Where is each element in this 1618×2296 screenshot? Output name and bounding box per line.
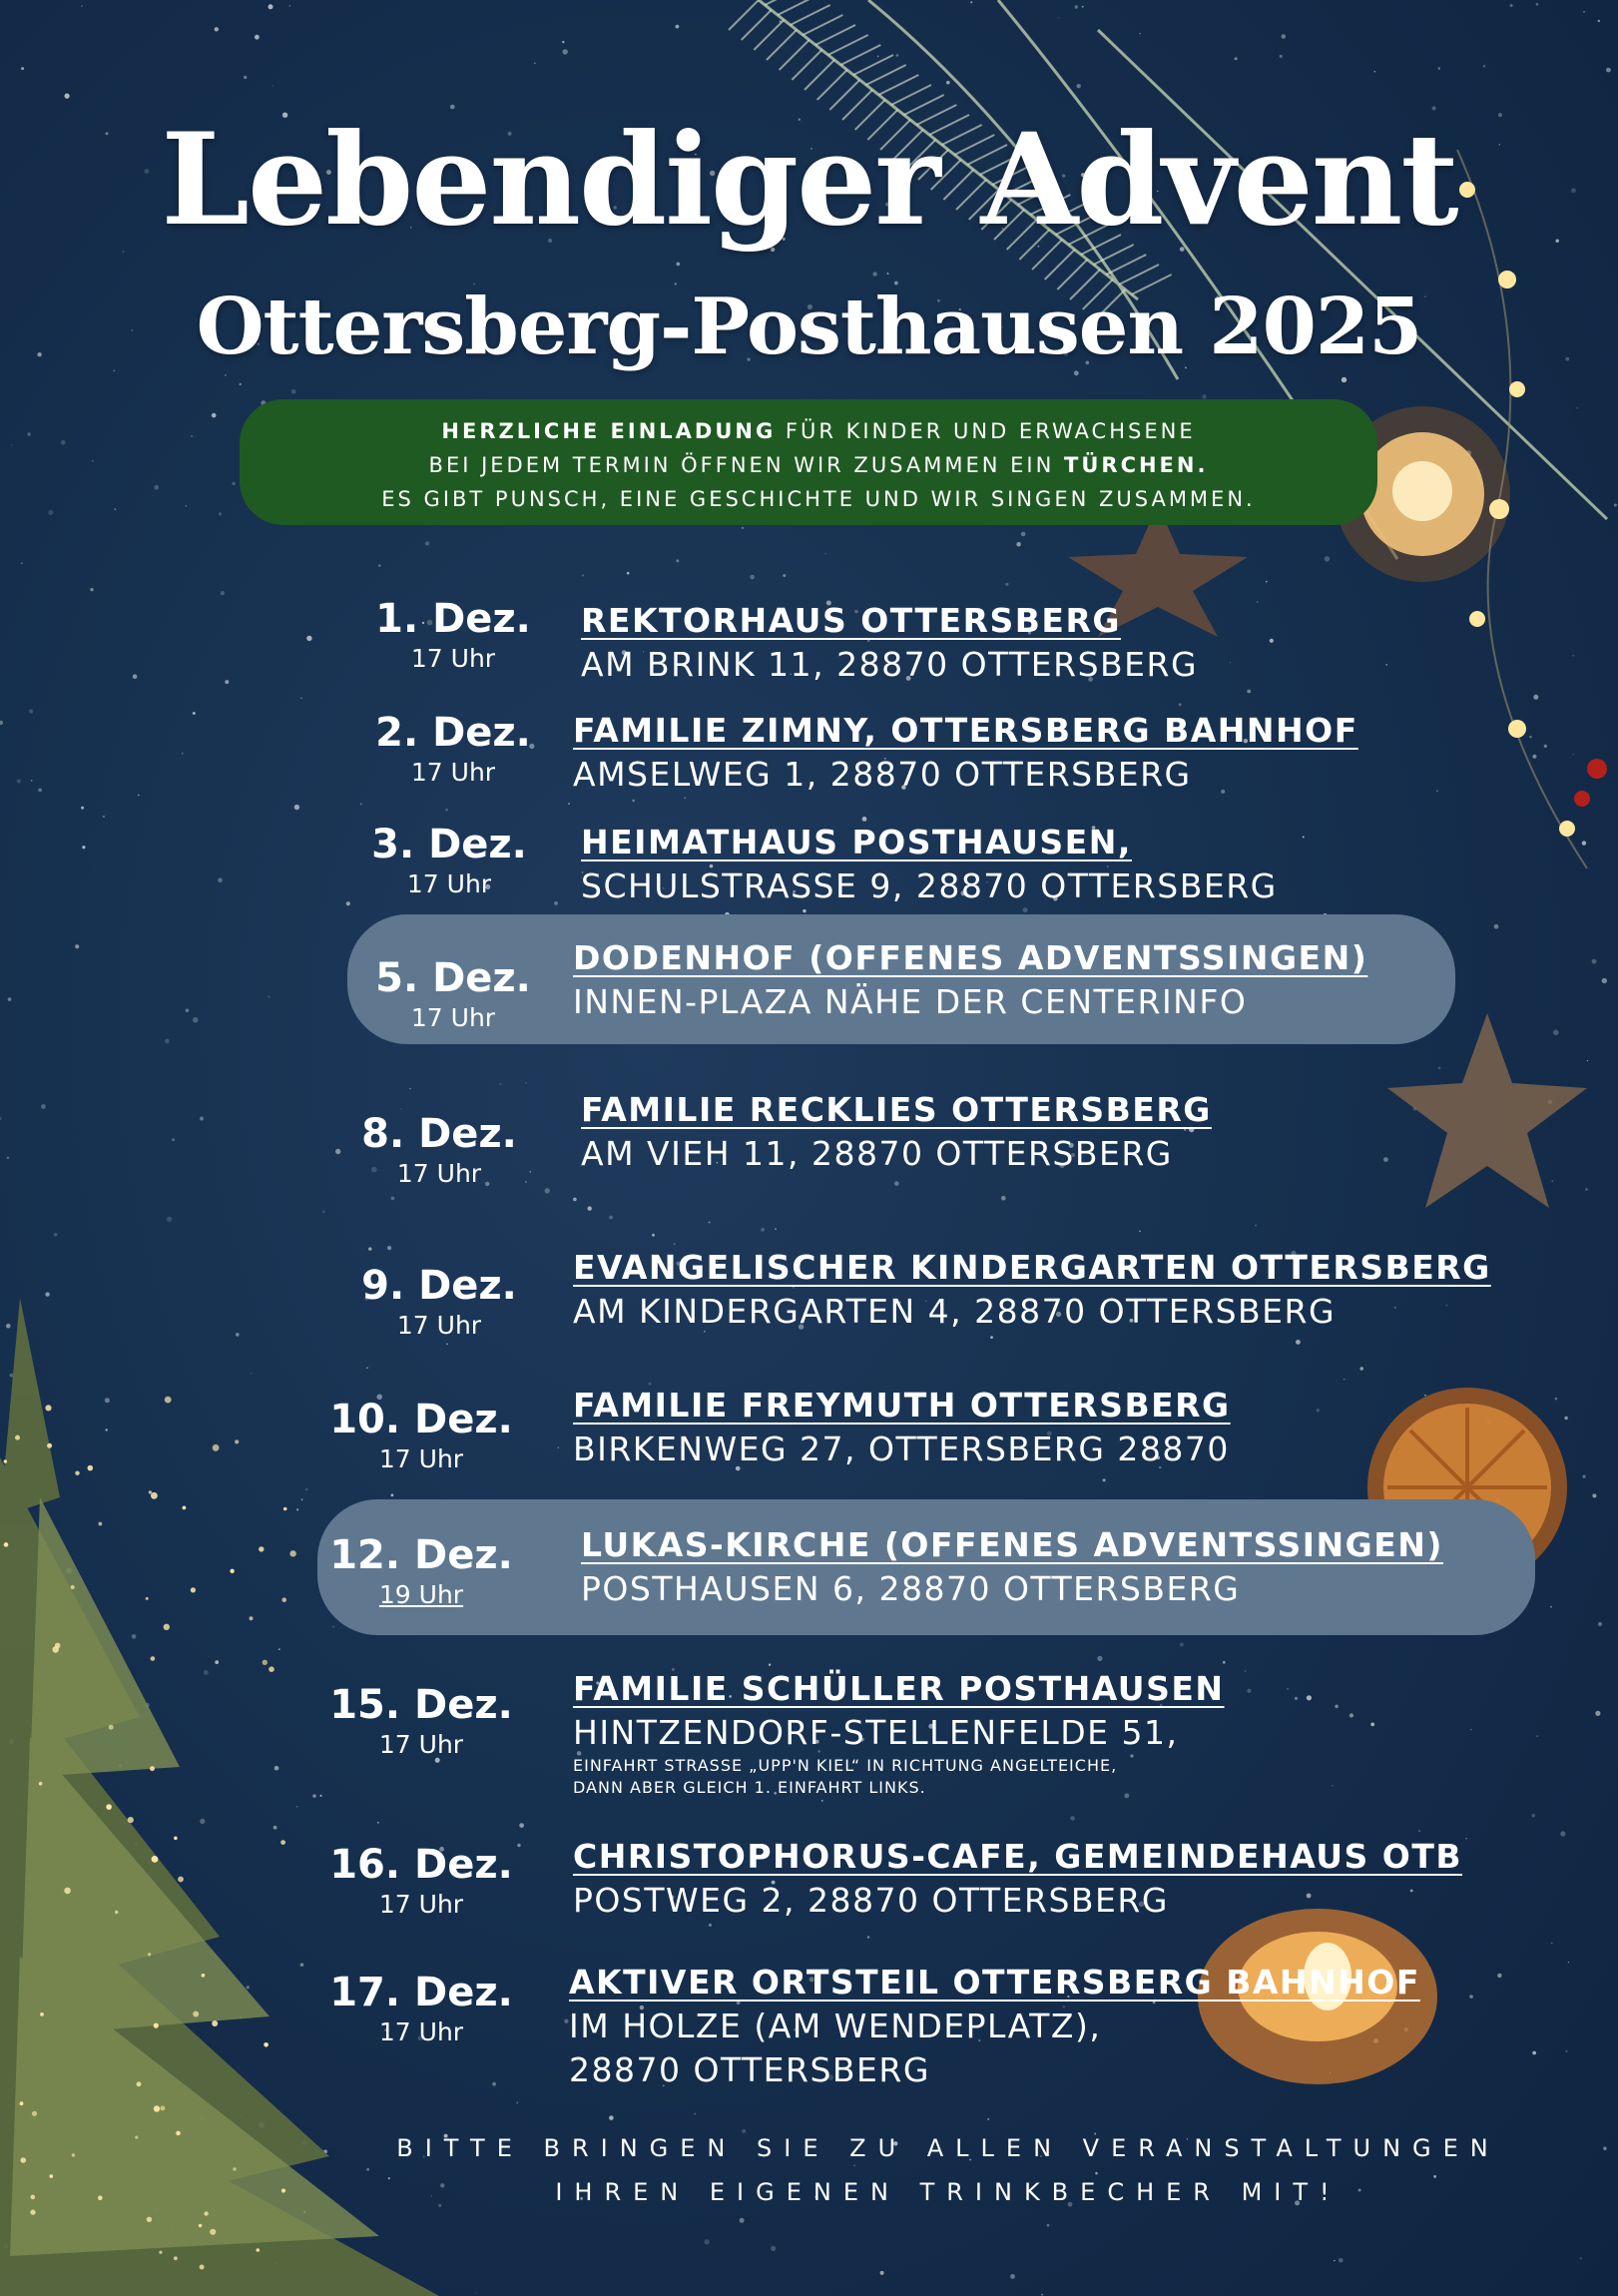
footer-line-1: BITTE BRINGEN SIE ZU ALLEN VERANSTALTUNGEN (396, 2134, 1500, 2162)
event-venue: FAMILIE RECKLIES OTTERSBERG (581, 1090, 1212, 1129)
event-date: 2. Dez. (375, 710, 531, 756)
event-time: 17 Uhr (378, 2017, 464, 2046)
event-location (581, 599, 1198, 687)
event-note: DANN ABER GLEICH 1. EINFAHRT LINKS. (573, 1778, 926, 1797)
event-date: 12. Dez. (329, 1532, 513, 1578)
invitation-bold-1: HERZLICHE EINLADUNG (441, 419, 777, 443)
event-address: AMSELWEG 1, 28870 OTTERSBERG (573, 755, 1192, 794)
event-date-block (349, 821, 549, 900)
event-location (569, 1961, 1420, 2092)
invitation-start-2: BEI JEDEM TERMIN ÖFFNEN WIR ZUSAMMEN EIN (428, 453, 1065, 477)
event-venue: AKTIVER ORTSTEIL OTTERSBERG BAHNHOF (569, 1963, 1420, 2002)
event-time: 17 Uhr (378, 1730, 464, 1759)
event-location (573, 1246, 1491, 1334)
event-date-block (353, 709, 553, 789)
invitation-line-1 (329, 414, 1308, 448)
event-date: 9. Dez. (361, 1263, 517, 1309)
event-time: 17 Uhr (410, 644, 496, 673)
event-date-block (353, 595, 553, 675)
event-time: 17 Uhr (378, 1890, 464, 1919)
string-lights-decoration (1437, 150, 1618, 868)
invitation-text (329, 414, 1308, 516)
event-location (581, 821, 1278, 908)
event-address: AM BRINK 11, 28870 OTTERSBERG (581, 645, 1199, 684)
event-note: EINFAHRT STRASSE „UPP'N KIEL“ IN RICHTUNG ANGELTEICHE, (573, 1756, 1118, 1775)
event-date-block (321, 1531, 521, 1611)
invitation-bold-2: TÜRCHEN. (1064, 453, 1209, 477)
event-address-line-2: 28870 OTTERSBERG (569, 2050, 930, 2089)
event-time: 17 Uhr (396, 1159, 482, 1188)
page-subtitle: Ottersberg-Posthausen 2025 (196, 282, 1422, 372)
event-address: INNEN-PLAZA NÄHE DER CENTERINFO (573, 982, 1248, 1021)
event-date: 17. Dez. (329, 1970, 513, 2015)
event-location (573, 1667, 1225, 1799)
event-address: POSTHAUSEN 6, 28870 OTTERSBERG (581, 1569, 1241, 1608)
footer-line-2: IHREN EIGENEN TRINKBECHER MIT! (555, 2178, 1342, 2206)
event-venue: LUKAS-KIRCHE (OFFENES ADVENTSSINGEN) (581, 1525, 1443, 1564)
event-date-block (321, 1396, 521, 1475)
event-time: 17 Uhr (396, 1311, 482, 1340)
event-location (581, 1523, 1443, 1611)
event-time: 17 Uhr (410, 758, 496, 787)
event-location (573, 1835, 1462, 1923)
event-venue: CHRISTOPHORUS-CAFE, GEMEINDEHAUS OTB (573, 1837, 1463, 1876)
event-date: 1. Dez. (375, 596, 531, 642)
event-venue: FAMILIE FREYMUTH OTTERSBERG (573, 1386, 1231, 1425)
event-date-block (353, 954, 553, 1034)
event-date: 8. Dez. (361, 1111, 517, 1157)
event-time: 17 Uhr (406, 869, 492, 898)
event-location (573, 1384, 1231, 1471)
footer-note (339, 2126, 1557, 2214)
event-location (573, 936, 1367, 1024)
page-title: Lebendiger Advent (161, 106, 1457, 254)
event-location (581, 1088, 1212, 1176)
event-venue: DODENHOF (OFFENES ADVENTSSINGEN) (573, 938, 1368, 977)
event-time: 17 Uhr (410, 1003, 496, 1032)
event-address: AM KINDERGARTEN 4, 28870 OTTERSBERG (573, 1292, 1337, 1331)
event-time: 19 Uhr (378, 1580, 464, 1609)
event-time: 17 Uhr (378, 1444, 464, 1473)
event-date-block (339, 1110, 539, 1190)
event-date: 10. Dez. (329, 1397, 513, 1442)
event-date: 15. Dez. (329, 1682, 513, 1728)
event-address: BIRKENWEG 27, OTTERSBERG 28870 (573, 1430, 1230, 1468)
event-date: 16. Dez. (329, 1842, 513, 1888)
event-date-block (321, 1681, 521, 1761)
event-address: IM HOLZE (AM WENDEPLATZ), (569, 2007, 1102, 2045)
event-venue: REKTORHAUS OTTERSBERG (581, 601, 1121, 640)
event-date: 5. Dez. (375, 955, 531, 1001)
event-address: HINTZENDORF-STELLENFELDE 51, (573, 1713, 1179, 1752)
invitation-rest-1: FÜR KINDER UND ERWACHSENE (776, 419, 1196, 443)
event-date: 3. Dez. (371, 822, 527, 867)
invitation-line-3: ES GIBT PUNSCH, EINE GESCHICHTE UND WIR SINGEN ZUSAMMEN. (381, 487, 1256, 511)
event-venue: FAMILIE SCHÜLLER POSTHAUSEN (573, 1669, 1225, 1708)
event-address: POSTWEG 2, 28870 OTTERSBERG (573, 1881, 1169, 1920)
event-address: AM VIEH 11, 28870 OTTERSBERG (581, 1134, 1173, 1173)
event-date-block (339, 1262, 539, 1342)
event-date-block (321, 1841, 521, 1921)
event-date-block (321, 1969, 521, 2048)
event-venue: EVANGELISCHER KINDERGARTEN OTTERSBERG (573, 1248, 1491, 1287)
event-venue: HEIMATHAUS POSTHAUSEN, (581, 823, 1132, 861)
invitation-line-2 (329, 448, 1308, 482)
event-address: SCHULSTRASSE 9, 28870 OTTERSBERG (581, 866, 1278, 905)
event-venue: FAMILIE ZIMNY, OTTERSBERG BAHNHOF (573, 711, 1358, 750)
event-location (573, 709, 1358, 797)
